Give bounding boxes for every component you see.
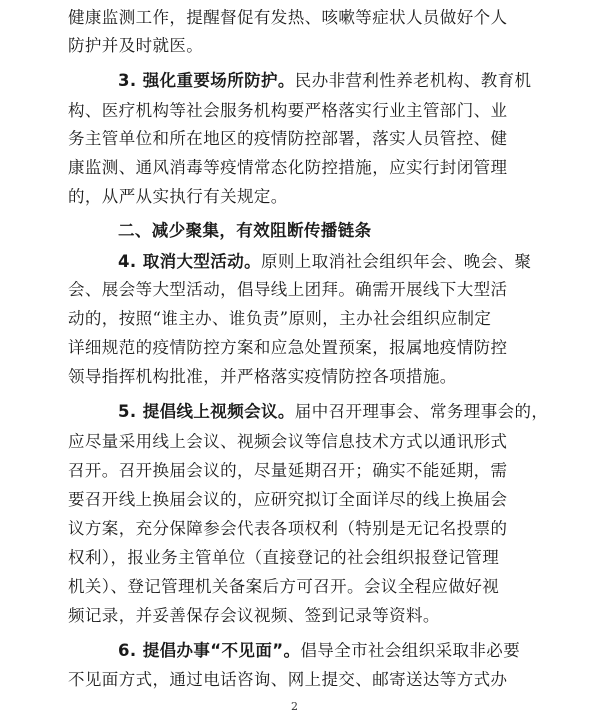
body-line: 会、展会等大型活动，倡导线上团拜。确需开展线下大型活 bbox=[68, 280, 508, 299]
body-line: 议方案，充分保障参会代表各项权利（特别是无记名投票的 bbox=[68, 519, 508, 538]
body-line: 的，从严从实执行有关规定。 bbox=[68, 187, 288, 206]
page-number: 2 bbox=[291, 700, 298, 713]
body-line: 应尽量采用线上会议、视频会议等信息技术方式以通讯形式 bbox=[68, 432, 508, 451]
body-line: 领导指挥机构批准，并严格落实疫情防控各项措施。 bbox=[68, 367, 457, 386]
body-line: 健康监测工作，提醒督促有发热、咳嗽等症状人员做好个人 bbox=[68, 8, 508, 27]
item-lead: 4. 取消大型活动。 bbox=[118, 252, 261, 271]
body-line: 详细规范的疫情防控方案和应急处置预案，报属地疫情防控 bbox=[68, 338, 508, 357]
body-line: 动的，按照“谁主办、谁负责”原则，主办社会组织应制定 bbox=[68, 309, 492, 328]
item-lead: 3. 强化重要场所防护。 bbox=[118, 71, 295, 90]
body-line: 召开。召开换届会议的，尽量延期召开；确实不能延期，需 bbox=[68, 461, 508, 480]
body-line: 权利），报业务主管单位（直接登记的社会组织报登记管理 bbox=[68, 548, 500, 567]
section-item-4: 4. 取消大型活动。原则上取消社会组织年会、晚会、聚 bbox=[118, 252, 532, 271]
section-item-5: 5. 提倡线上视频会议。届中召开理事会、常务理事会的， bbox=[118, 402, 549, 421]
body-line: 不见面方式，通过电话咨询、网上提交、邮寄送达等方式办 bbox=[68, 670, 508, 689]
body-line: 康监测、通风消毒等疫情常态化防控措施，应实行封闭管理 bbox=[68, 158, 508, 177]
section-item-6: 6. 提倡办事“不见面”。倡导全市社会组织采取非必要 bbox=[118, 641, 521, 660]
body-line: 防护并及时就医。 bbox=[68, 36, 204, 55]
item-lead: 6. 提倡办事“不见面”。 bbox=[118, 641, 301, 660]
body-line: 构、医疗机构等社会服务机构要严格落实行业主管部门、业 bbox=[68, 101, 508, 120]
section-heading: 二、减少聚集，有效阻断传播链条 bbox=[118, 221, 372, 240]
body-line: 频记录，并妥善保存会议视频、签到记录等资料。 bbox=[68, 606, 440, 625]
body-line: 机关）、登记管理机关备案后方可召开。会议全程应做好视 bbox=[68, 577, 500, 596]
item-lead: 5. 提倡线上视频会议。 bbox=[118, 402, 295, 421]
body-line: 务主管单位和所在地区的疫情防控部署，落实人员管控、健 bbox=[68, 129, 508, 148]
body-line: 要召开线上换届会议的，应研究拟订全面详尽的线上换届会 bbox=[68, 490, 508, 509]
section-item-3: 3. 强化重要场所防护。民办非营利性养老机构、教育机 bbox=[118, 71, 532, 90]
